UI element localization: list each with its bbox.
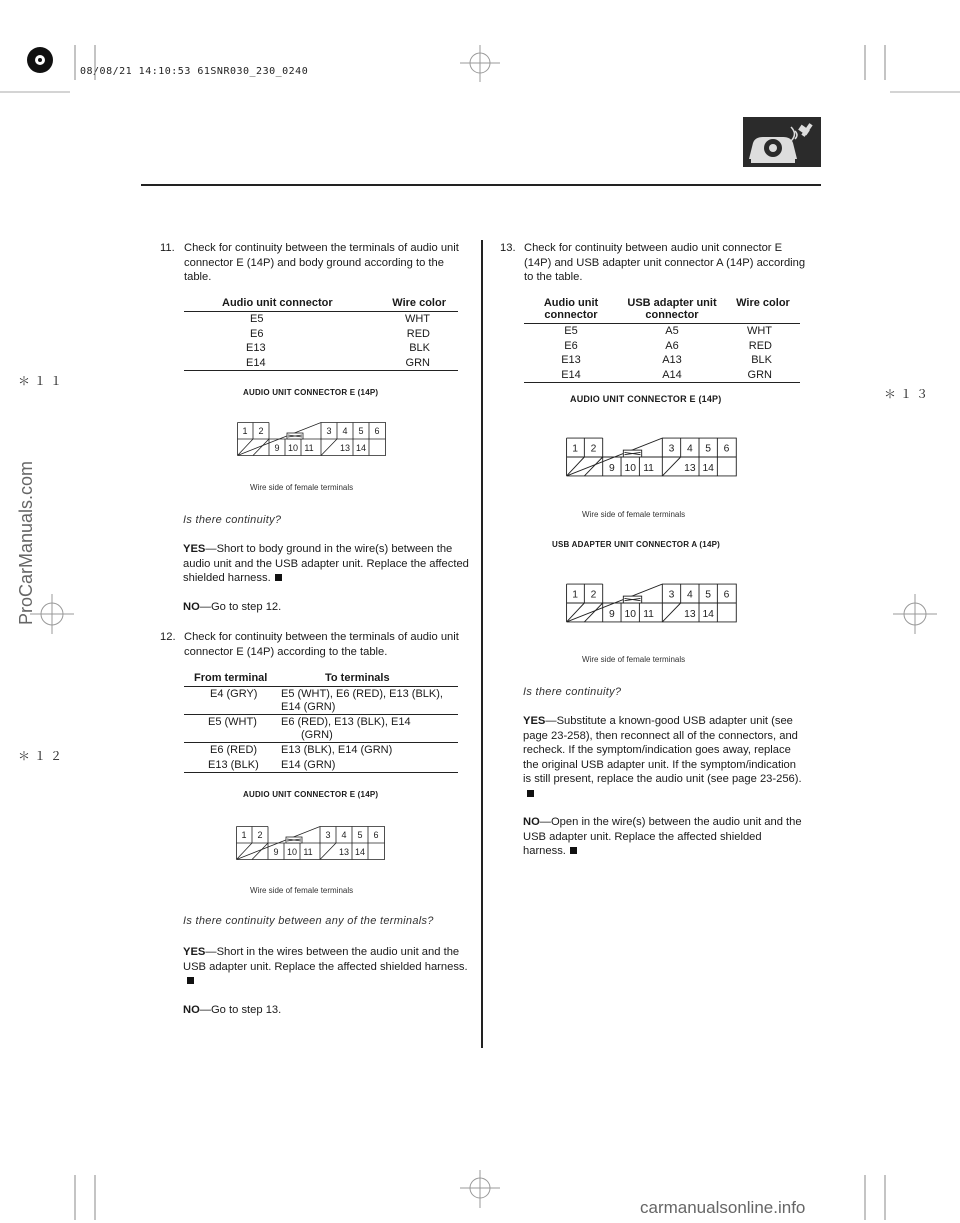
table-row: E6 A6 RED [564,339,772,352]
table-row: E13 (BLK) E14 (GRN) [184,758,458,773]
pin-label: 9 [608,462,615,474]
pin-label: 13 [684,608,696,620]
trim-marks [0,0,960,110]
table-row: E14 GRN [184,356,458,371]
pin-label: 6 [373,830,379,840]
table-header: Audio unit connector [184,296,372,312]
pin-label: 14 [354,847,366,857]
connector-title: USB ADAPTER UNIT CONNECTOR A (14P) [552,540,720,549]
pin-label: 2 [257,830,263,840]
step-13-question: Is there continuity? [523,686,622,698]
pin-label: 5 [358,426,364,436]
connector-diagram-audio-e [237,422,387,461]
side-trim-marks [0,580,960,650]
connector-diagram-audio-e [236,826,386,865]
table-row: E13 A13 BLK [561,354,772,366]
pin-label: 6 [723,589,730,601]
margin-marker-13: ＊１３ [884,387,933,401]
pin-label: 14 [355,443,367,453]
pin-label: 9 [608,608,615,620]
pin-label: 6 [723,443,730,455]
table-header: Wire color [726,296,800,324]
table-row: E5 (WHT) E6 (RED), E13 (BLK), E14 (GRN) [184,715,458,743]
pin-label: 2 [590,443,597,455]
connector-caption: Wire side of female terminals [250,886,354,895]
connector-diagram-audio-e [566,437,738,482]
end-marker-icon [187,977,194,984]
step-13-no: NO—Open in the wire(s) between the audio unit and the USB adapter unit. Replace the affected shielded harness. [523,816,802,857]
table-row: E6 (RED) E13 (BLK), E14 (GRN) [210,744,393,756]
pin-label: 2 [258,426,264,436]
table-header: Audio unit connector [524,296,618,324]
pin-label: 3 [325,830,331,840]
pin-label: 5 [357,830,363,840]
pin-label: 1 [241,830,247,840]
step-11-question: Is there continuity? [183,514,282,526]
step-11-yes: YES—Short to body ground in the wire(s) between the audio unit and the USB adapter unit. Replace the affected shielded harness. [183,543,469,584]
pin-label: 1 [242,426,248,436]
pin-label: 9 [273,847,279,857]
connector-title: AUDIO UNIT CONNECTOR E (14P) [570,394,722,404]
step-13-yes: YES—Substitute a known-good USB adapter unit (see page 23-258), then reconnect all of the connectors, and recheck. If the symptom/indication goes away, replace the original USB adapter unit. If the symptom/indication is still present, replace the audio unit (see page 23-256). [523,714,805,801]
pin-label: 10 [624,462,636,474]
header-rule [141,184,821,186]
pin-label: 11 [643,608,654,620]
table-row: E13 BLK [246,342,430,354]
step-11-table [184,296,458,371]
pin-label: 10 [624,608,636,620]
margin-marker-12: ＊１２ [18,749,67,763]
table-row: E14 A14 GRN [524,368,800,383]
pin-label: 13 [684,462,696,474]
pin-label: 14 [702,608,714,620]
pin-label: 9 [274,443,280,453]
pin-label: 5 [705,443,712,455]
connector-caption: Wire side of female terminals [582,655,686,664]
table-header: To terminals [277,671,458,687]
step-13-instruction: 13. Check for continuity between audio unit connector E (14P) and USB adapter unit connector A (14P) according to the table. [500,242,806,283]
bottom-trim-marks [0,1150,960,1223]
pin-label: 1 [572,589,579,601]
pin-label: 10 [286,847,298,857]
table-row: E6 RED [250,327,430,340]
pin-label: 11 [643,462,654,474]
end-marker-icon [275,574,282,581]
pin-label: 5 [705,589,712,601]
pin-label: 4 [342,426,348,436]
step-12-no: NO—Go to step 13. [183,1004,282,1016]
step-12-instruction: 12. Check for continuity between the terminals of audio unit connector E (14P) according to the table. [160,631,459,658]
pin-label: 10 [287,443,299,453]
pin-label: 11 [304,443,314,453]
table-header: Wire color [372,296,458,312]
pin-label: 1 [572,443,579,455]
pin-label: 14 [702,462,714,474]
end-marker-icon [527,790,534,797]
table-header: USB adapter unit connector [618,296,726,324]
connector-diagram-usb-a [566,583,738,628]
connector-caption: Wire side of female terminals [582,510,686,519]
connector-title: AUDIO UNIT CONNECTOR E (14P) [243,388,379,397]
end-marker-icon [570,847,577,854]
table-row: E5 A5 WHT [564,325,772,337]
connector-caption: Wire side of female terminals [250,483,354,492]
step-12-question: Is there continuity between any of the terminals? [183,915,434,927]
margin-marker-11: ＊１１ [18,374,67,388]
pin-label: 4 [686,589,693,601]
pin-label: 3 [668,443,675,455]
pin-label: 6 [374,426,380,436]
step-12-table [184,671,458,773]
pin-label: 3 [326,426,332,436]
audio-navigation-car-icon [743,117,821,167]
pin-label: 2 [590,589,597,601]
print-timestamp: 08/08/21 14:10:53 61SNR030_230_0240 [80,66,309,77]
connector-title: AUDIO UNIT CONNECTOR E (14P) [243,790,379,799]
table-header: From terminal [184,671,277,687]
pin-label: 3 [668,589,675,601]
step-12-yes: YES—Short in the wires between the audio unit and the USB adapter unit. Replace the affected shielded harness. [183,945,473,989]
pin-label: 4 [341,830,347,840]
pin-label: 13 [339,443,351,453]
pin-label: 4 [686,443,693,455]
step-11-no: NO—Go to step 12. [183,601,282,613]
table-row: E4 (GRY) E5 (WHT), E6 (RED), E13 (BLK), E14 (GRN) [184,687,458,715]
step-11-instruction: 11. Check for continuity between the terminals of audio unit connector E (14P) and body ground according to the table. [160,242,459,283]
pin-label: 13 [338,847,350,857]
pin-label: 11 [303,847,313,857]
table-row: E5 WHT [250,313,430,325]
step-13-table [524,296,800,383]
column-divider [481,240,483,1048]
footer-watermark: carmanualsonline.info [640,1198,806,1217]
